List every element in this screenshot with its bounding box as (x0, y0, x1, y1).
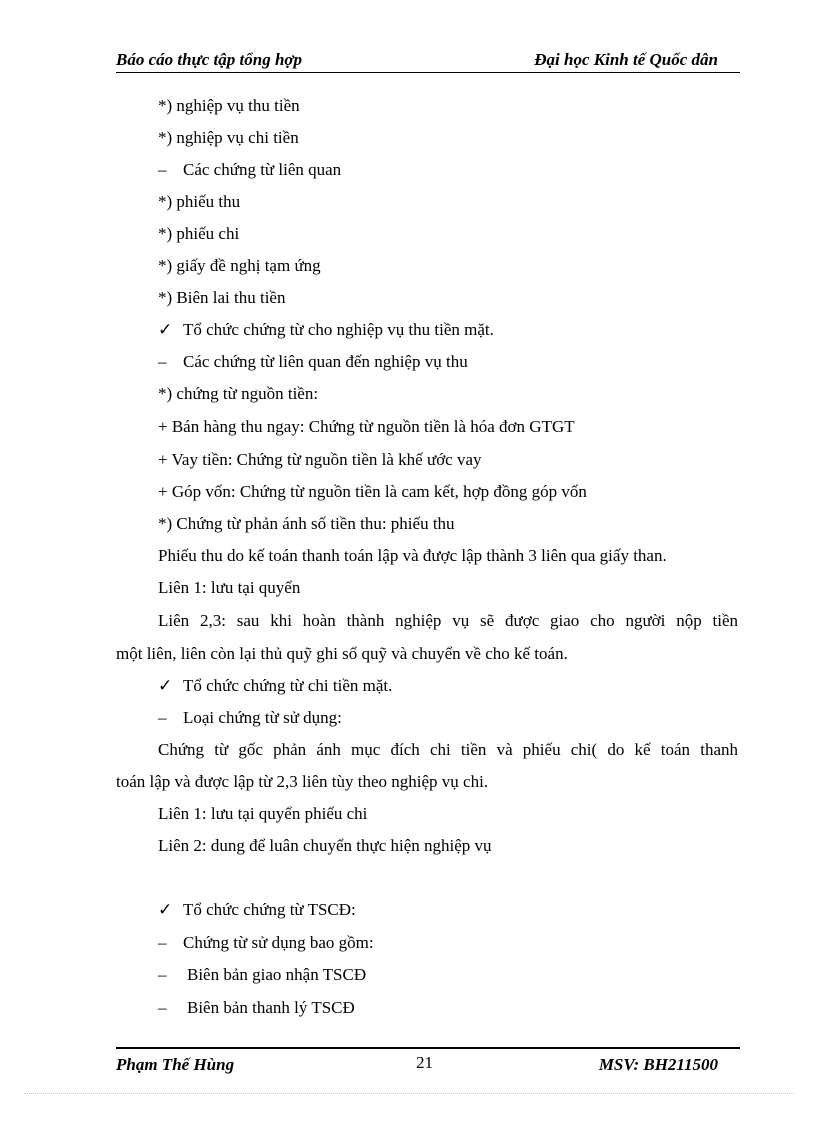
check-item (158, 319, 494, 341)
list-item-text: Loại chứng từ sử dụng: (183, 708, 342, 727)
check-item (158, 675, 392, 697)
page-footer (116, 1047, 740, 1079)
list-item-text: Các chứng từ liên quan (183, 160, 342, 179)
list-item-text: Chứng từ sử dụng bao gồm: (183, 933, 374, 952)
text-line: Liên 2: dung để luân chuyển thực hiện nghiệp vụ (158, 836, 492, 855)
check-item-text: Tổ chức chứng từ chi tiền mặt. (183, 676, 393, 695)
list-item-text: Các chứng từ liên quan đến nghiệp vụ thu (183, 352, 468, 371)
list-item (158, 964, 366, 986)
check-item-text: Tổ chức chứng từ TSCĐ: (183, 900, 356, 919)
page-header (116, 46, 740, 73)
text-line: *) nghiệp vụ thu tiền (158, 96, 300, 115)
text-line: *) giấy đề nghị tạm ứng (158, 256, 321, 275)
student-id: MSV: BH211500 (598, 1055, 718, 1074)
text-line: *) phiếu chi (158, 224, 240, 243)
paragraph-line: Liên 2,3: sau khi hoàn thành nghiệp vụ sẽ được giao cho người nộp tiền (158, 611, 738, 630)
dash-bullet-icon: – (158, 160, 167, 179)
list-item-text: Biên bản giao nhận TSCĐ (187, 965, 367, 984)
text-line: + Góp vốn: Chứng từ nguồn tiền là cam kết, hợp đồng góp vốn (158, 482, 587, 501)
text-line: *) Biên lai thu tiền (158, 288, 286, 307)
dash-bullet-icon: – (158, 965, 167, 984)
text-line: *) Chứng từ phản ánh số tiền thu: phiếu thu (158, 514, 455, 533)
paragraph-line: Chứng từ gốc phản ánh mục đích chi tiền và phiếu chi( do kế toán thanh (158, 740, 738, 759)
list-item (158, 159, 341, 181)
text-line: Liên 1: lưu tại quyển (158, 578, 301, 597)
list-item (158, 932, 374, 954)
text-line: Phiếu thu do kế toán thanh toán lập và được lập thành 3 liên qua giấy than. (158, 546, 667, 565)
header-report-title: Báo cáo thực tập tổng hợp (116, 50, 303, 69)
list-item (158, 707, 342, 729)
check-item (158, 899, 356, 921)
author-name: Phạm Thế Hùng (116, 1055, 235, 1074)
text-line: *) chứng từ nguồn tiền: (158, 384, 319, 403)
text-line: *) nghiệp vụ chi tiền (158, 128, 299, 147)
dash-bullet-icon: – (158, 998, 167, 1017)
dash-bullet-icon: – (158, 708, 167, 727)
dash-bullet-icon: – (158, 352, 167, 371)
checkmark-icon: ✓ (158, 900, 173, 919)
checkmark-icon: ✓ (158, 320, 173, 339)
list-item (158, 351, 468, 373)
text-line: + Bán hàng thu ngay: Chứng từ nguồn tiền là hóa đơn GTGT (158, 417, 575, 436)
text-line: Liên 1: lưu tại quyển phiếu chi (158, 804, 368, 823)
text-line: + Vay tiền: Chứng từ nguồn tiền là khế ước vay (158, 450, 482, 469)
page-bottom-divider (24, 1093, 794, 1094)
list-item-text: Biên bản thanh lý TSCĐ (187, 998, 355, 1017)
dash-bullet-icon: – (158, 933, 167, 952)
text-line: *) phiếu thu (158, 192, 241, 211)
page-number: 21 (416, 1053, 433, 1072)
paragraph-line: một liên, liên còn lại thủ quỹ ghi sổ quỹ và chuyển về cho kế toán. (116, 644, 568, 663)
header-university: Đại học Kinh tế Quốc dân (534, 50, 718, 69)
paragraph-line: toán lập và được lập từ 2,3 liên tùy theo nghiệp vụ chi. (116, 772, 489, 791)
check-item-text: Tổ chức chứng từ cho nghiệp vụ thu tiền mặt. (183, 320, 494, 339)
list-item (158, 997, 355, 1019)
checkmark-icon: ✓ (158, 676, 173, 695)
